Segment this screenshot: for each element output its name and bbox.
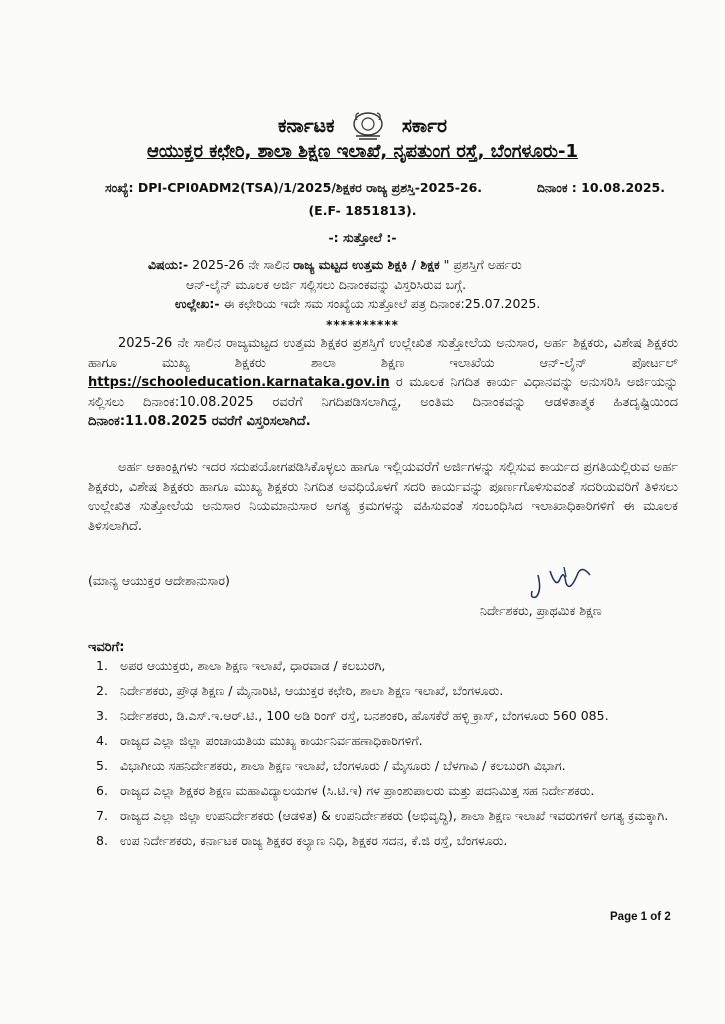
reference-text: ಈ ಕಛೇರಿಯ ಇದೇ ಸಮ ಸಂಖ್ಯೆಯ ಸುತ್ತೋಲೆ ಪತ್ರ ದಿನಾಂಕ:25.07.2025. [219, 296, 541, 311]
list-item: 3. ನಿರ್ದೇಶಕರು, ಡಿ.ಎಸ್.ಇ.ಆರ್.ಟಿ., 100 ಅಡಿ ರಿಂಗ್ ರಸ್ತೆ, ಬನಶಂಕರಿ, ಹೊಸಕೆರೆ ಹಳ್ಳಿ ಕ್ರಾಸ್, ಬೆಂಗಳೂರು 560 085. [96, 708, 609, 723]
subject-line-1 [148, 255, 668, 275]
recipients-list [88, 656, 678, 856]
list-item: 6. ರಾಜ್ಯದ ಎಲ್ಲಾ ಶಿಕ್ಷಕರ ಶಿಕ್ಷಣ ಮಹಾವಿದ್ಯಾಲಯಗಳ (ಸಿ.ಟಿ.ಇ) ಗಳ ಪ್ರಾಂಶುಪಾಲರು ಮತ್ತು ಪದನಿಮಿತ್ತ ಸಹ ನಿರ್ದೇಶಕರು. [96, 783, 595, 798]
recipients-heading: ಇವರಿಗೆ: [88, 640, 125, 655]
list-item: 7. ರಾಜ್ಯದ ಎಲ್ಲಾ ಜಿಲ್ಲಾ ಉಪನಿರ್ದೇಶಕರು (ಆಡಳಿತ) & ಉಪನಿರ್ದೇಶಕರು (ಅಭಿವೃದ್ಧಿ), ಶಾಲಾ ಶಿಕ್ಷಣ ಇಲಾಖೆ ಇವರುಗಳಿಗೆ ಅಗತ್ಯ ಕ್ರಮಕ್ಕಾಗಿ. [96, 808, 669, 823]
ef-number: (E.F- 1851813). [308, 203, 417, 218]
subject-text-b: ರಾಜ್ಯ ಮಟ್ಟದ ಉತ್ತಮ ಶಿಕ್ಷಕಿ / ಶಿಕ್ಷಕ [293, 257, 440, 272]
p1-text-a: 2025-26 ನೇ ಸಾಲಿನ ರಾಜ್ಯಮಟ್ಟದ ಉತ್ತಮ ಶಿಕ್ಷಕರ ಪ್ರಶಸ್ತಿಗೆ ಉಲ್ಲೇಖಿತ ಸುತ್ತೋಲೆಯ ಅನುಸಾರ, ಅರ್ಹ ಶಿಕ್ಷಕರು, ವಿಶೇಷ ಶಿಕ್ಷಕರು ಹಾಗೂ ಮುಖ್ಯ ಶಿಕ್ಷಕರು ಶಾಲಾ ಶಿಕ್ಷಣ ಇಲಾಖೆಯ ಆನ್-ಲೈನ್ ಪೋರ್ಟಲ್ [88, 336, 678, 371]
reference-line [175, 296, 675, 312]
p2-text: ಅರ್ಹ ಆಕಾಂಕ್ಷಿಗಳು ಇದರ ಸದುಪಯೋಗಪಡಿಸಿಕೊಳ್ಳಲು ಹಾಗೂ ಇಲ್ಲಿಯವರೆಗೆ ಅರ್ಜಿಗಳನ್ನು ಸಲ್ಲಿಸುವ ಕಾರ್ಯದ ಪ್ರಗತಿಯಲ್ಲಿರುವ ಅರ್ಹ ಶಿಕ್ಷಕರು, ವಿಶೇಷ ಶಿಕ್ಷಕರು ಹಾಗೂ ಮುಖ್ಯ ಶಿಕ್ಷಕರು ನಿಗದಿತ ಅವಧಿಯೊಳಗೆ ಸದರಿ ಕಾರ್ಯವನ್ನು ಪೂರ್ಣಗೊಳಿಸುವಂತೆ ಸದರಿಯವರಿಗೆ ತಿಳಿಸಲು ಉಲ್ಲೇಖಿತ ಸುತ್ತೋಲೆಯ ಅನುಸಾರ ನಿಯಮಾನುಸಾರ ಅಗತ್ಯ ಕ್ರಮಗಳನ್ನು ವಹಿಸುವಂತೆ ಸಂಬಂಧಿಸಿದ ಇಲಾಖಾಧಿಕಾರಿಗಳಿಗೆ ಈ ಮೂಲಕ ತಿಳಿಸಲಾಗಿದೆ. [88, 460, 678, 534]
subject-line-2: ಆನ್-ಲೈನ್ ಮೂಲಕ ಅರ್ಜಿ ಸಲ್ಲಿಸಲು ದಿನಾಂಕವನ್ನು ವಿಸ್ತರಿಸಿರುವ ಬಗ್ಗೆ. [186, 277, 467, 292]
subject-text-c: " ಪ್ರಶಸ್ತಿಗೆ ಅರ್ಹರು [439, 257, 522, 272]
gov-left-text: ಕರ್ನಾಟಕ [277, 115, 335, 137]
p1-extended-date: ದಿನಾಂಕ:11.08.2025 ರವರೆಗೆ ವಿಸ್ತರಿಸಲಾಗಿದೆ. [88, 414, 311, 429]
separator: ********** [326, 318, 399, 332]
list-item: 1. ಅಪರ ಆಯುಕ್ತರು, ಶಾಲಾ ಶಿಕ್ಷಣ ಇಲಾಖೆ, ಧಾರವಾಡ / ಕಲಬುರಗಿ, [96, 658, 386, 673]
circular-title: -: ಸುತ್ತೋಲೆ :- [328, 230, 397, 245]
body-paragraph-1 [88, 334, 678, 432]
reference-row [105, 180, 685, 196]
list-item: 2. ನಿರ್ದೇಶಕರು, ಪ್ರೌಢ ಶಿಕ್ಷಣ / ಮೈನಾರಿಟಿ, ಆಯುಕ್ತರ ಕಛೇರಿ, ಶಾಲಾ ಶಿಕ್ಷಣ ಇಲಾಖೆ, ಬೆಂಗಳೂರು. [96, 683, 504, 698]
order-line: (ಮಾನ್ಯ ಆಯುಕ್ತರ ಆದೇಶಾನುಸಾರ) [88, 573, 230, 588]
government-heading [0, 110, 725, 142]
office-address: ಆಯುಕ್ತರ ಕಛೇರಿ, ಶಾಲಾ ಶಿಕ್ಷಣ ಇಲಾಖೆ, ನೃಪತುಂಗ ರಸ್ತೆ, ಬೆಂಗಳೂರು-1 [146, 141, 579, 162]
signatory-designation: ನಿರ್ದೇಶಕರು, ಪ್ರಾಥಮಿಕ ಶಿಕ್ಷಣ [480, 603, 602, 618]
subject-text-a: 2025-26 ನೇ ಸಾಲಿನ [188, 257, 294, 272]
reference-number: ಸಂಖ್ಯೆ: DPI-CPI0ADM2(TSA)/1/2025/ಶಿಕ್ಷಕರ ರಾಜ್ಯ ಪ್ರಶಸ್ತಿ-2025-26. [105, 180, 483, 195]
subject-block [148, 255, 668, 295]
list-item: 5. ವಿಭಾಗೀಯ ಸಹನಿರ್ದೇಶಕರು, ಶಾಲಾ ಶಿಕ್ಷಣ ಇಲಾಖೆ, ಬೆಂಗಳೂರು / ಮೈಸೂರು / ಬೆಳಗಾವಿ / ಕಲಬುರಗಿ ವಿಭಾಗ. [96, 758, 566, 773]
state-emblem-icon [351, 110, 385, 142]
list-item: 4. ರಾಜ್ಯದ ಎಲ್ಲಾ ಜಿಲ್ಲಾ ಪಂಚಾಯತಿಯ ಮುಖ್ಯ ಕಾರ್ಯನಿರ್ವಹಣಾಧಿಕಾರಿಗಳಿಗೆ. [96, 733, 423, 748]
reference-date: ದಿನಾಂಕ : 10.08.2025. [536, 180, 665, 195]
gov-right-text: ಸರ್ಕಾರ [401, 115, 448, 137]
portal-link[interactable]: https://schooleducation.karnataka.gov.in [88, 375, 390, 390]
reference-label: ಉಲ್ಲೇಖ:- [175, 296, 220, 311]
signature-icon [520, 561, 610, 601]
body-paragraph-2 [88, 458, 678, 536]
p1-text-b: ರ ಮೂಲಕ ನಿಗದಿತ ಕಾರ್ಯ ವಿಧಾನವನ್ನು ಅನುಸರಿಸಿ ಅರ್ಜಿಯನ್ನು ಸಲ್ಲಿಸಲು ದಿನಾಂಕ:10.08.2025 ರವರೆಗೆ ನಿಗದಿಪಡಿಸಲಾಗಿದ್ದ, ಅಂತಿಮ ದಿನಾಂಕವನ್ನು ಆಡಳಿತಾತ್ಮಕ ಹಿತದೃಷ್ಟಿಯಿಂದ [88, 375, 678, 410]
page-number: Page 1 of 2 [610, 911, 671, 923]
list-item: 8. ಉಪ ನಿರ್ದೇಶಕರು, ಕರ್ನಾಟಕ ರಾಜ್ಯ ಶಿಕ್ಷಕರ ಕಲ್ಯಾಣ ನಿಧಿ, ಶಿಕ್ಷಕರ ಸದನ, ಕೆ.ಜಿ ರಸ್ತೆ, ಬೆಂಗಳೂರು. [96, 833, 508, 848]
subject-label: ವಿಷಯ:- [148, 257, 189, 272]
